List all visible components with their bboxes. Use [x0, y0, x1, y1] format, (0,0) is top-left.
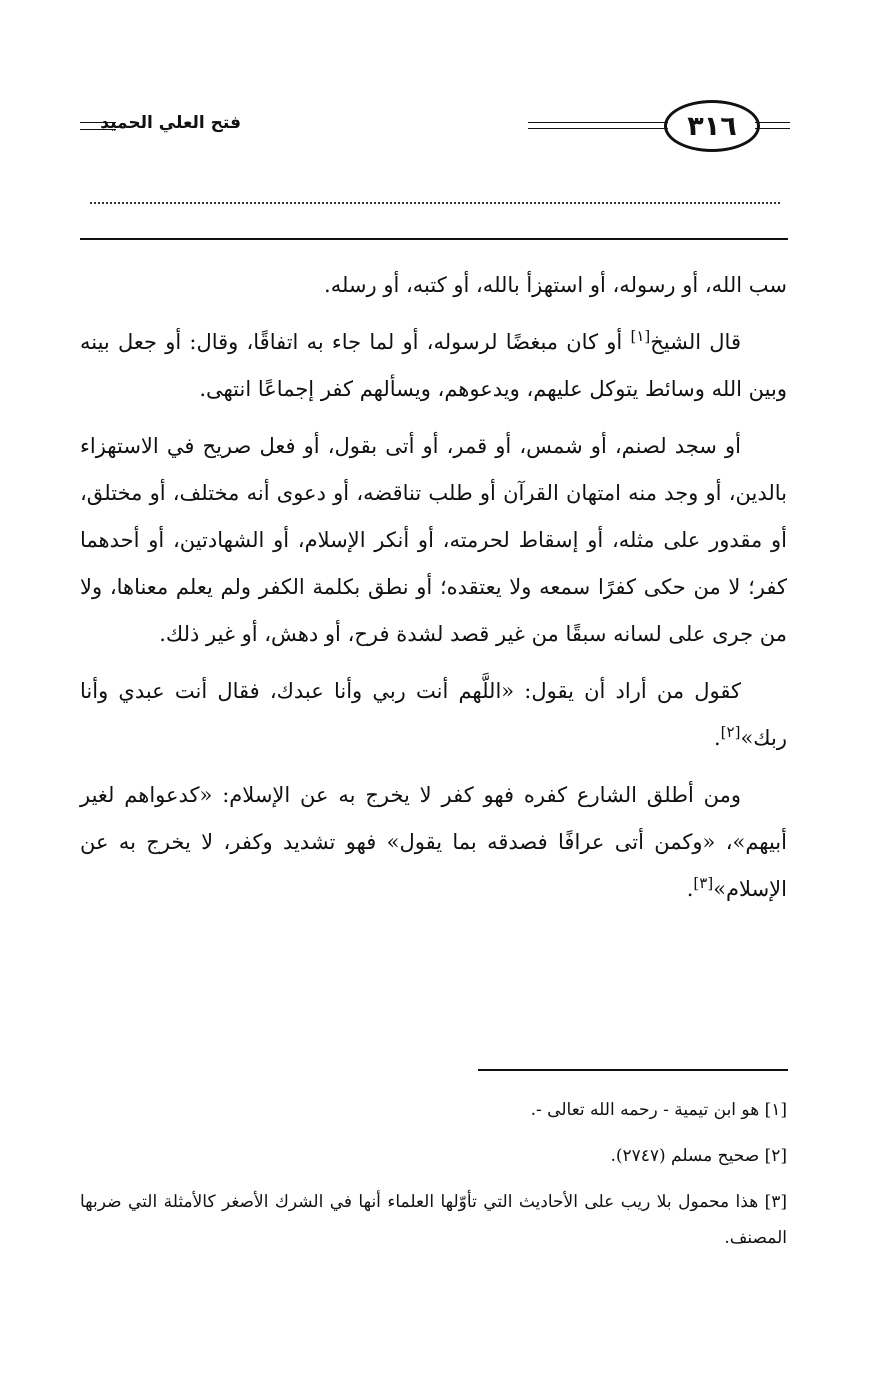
paragraph-1: سب الله، أو رسوله، أو استهزأ بالله، أو كتبه، أو رسله.: [324, 273, 787, 297]
header-rule: [528, 122, 668, 129]
footnote-rule: [478, 1069, 788, 1071]
footnote-ref-1: [١]: [630, 327, 651, 345]
footnote-ref-3: [٣]: [693, 874, 714, 892]
page-number: ٣١٦: [664, 100, 760, 152]
footnote-1: [١] هو ابن تيمية - رحمه الله تعالى -.: [530, 1100, 787, 1120]
header-book-title: فتح العلي الحميد: [100, 113, 241, 133]
paragraph-4: [80, 668, 787, 762]
paragraph-4-text-a: كقول من أراد أن يقول: «اللَّهم أنت ربي وأنا عبدك، فقال أنت عبدي وأنا ربك»: [80, 679, 787, 750]
main-text: [80, 262, 787, 923]
footnote-2: [٢] صحيح مسلم (٢٧٤٧).: [610, 1146, 787, 1166]
paragraph-5-text-b: .: [686, 877, 694, 901]
paragraph-5-text-a: ومن أطلق الشارع كفره فهو كفر لا يخرج به عن الإسلام: «كدعواهم لغير أبيهم»، «وكمن أتى عرافًا فصدقه بما يقول» فهو تشديد وكفر، لا يخرج به عن الإسلام»: [80, 783, 787, 901]
header-rule-end: [755, 122, 790, 129]
top-separator-rule: [80, 238, 788, 240]
dotted-separator: [90, 202, 780, 204]
paragraph-2-text-a: قال الشيخ: [650, 330, 741, 354]
paragraph-2: [80, 319, 787, 413]
footnotes: [80, 1092, 787, 1266]
paragraph-2-text-b: أو كان مبغضًا لرسوله، أو لما جاء به اتفاقًا، وقال: أو جعل بينه وبين الله وسائط يتوكل عليهم، ويدعوهم، ويسألهم كفر إجماعًا انتهى.: [80, 330, 787, 401]
paragraph-4-text-b: .: [713, 726, 721, 750]
paragraph-5: [80, 772, 787, 913]
footnote-ref-2: [٢]: [720, 723, 741, 741]
paragraph-3: أو سجد لصنم، أو شمس، أو قمر، أو أتى بقول، أو فعل صريح في الاستهزاء بالدين، أو وجد منه امتهان القرآن أو طلب تناقضه، أو دعوى أنه مختلف، أو مختلق، أو مقدور على مثله، أو إسقاط لحرمته، أو أنكر الإسلام، أو الشهادتين، أو أحدهما كفر؛ لا من حكى كفرًا سمعه ولا يعتقده؛ أو نطق بكلمة الكفر ولم يعلم معناها، ولا من جرى على لسانه سبقًا من غير قصد لشدة فرح، أو دهش، أو غير ذلك.: [80, 434, 787, 646]
footnote-3: [٣] هذا محمول بلا ريب على الأحاديث التي تأوّلها العلماء أنها في الشرك الأصغر كالأمثلة التي ضربها المصنف.: [80, 1192, 787, 1248]
